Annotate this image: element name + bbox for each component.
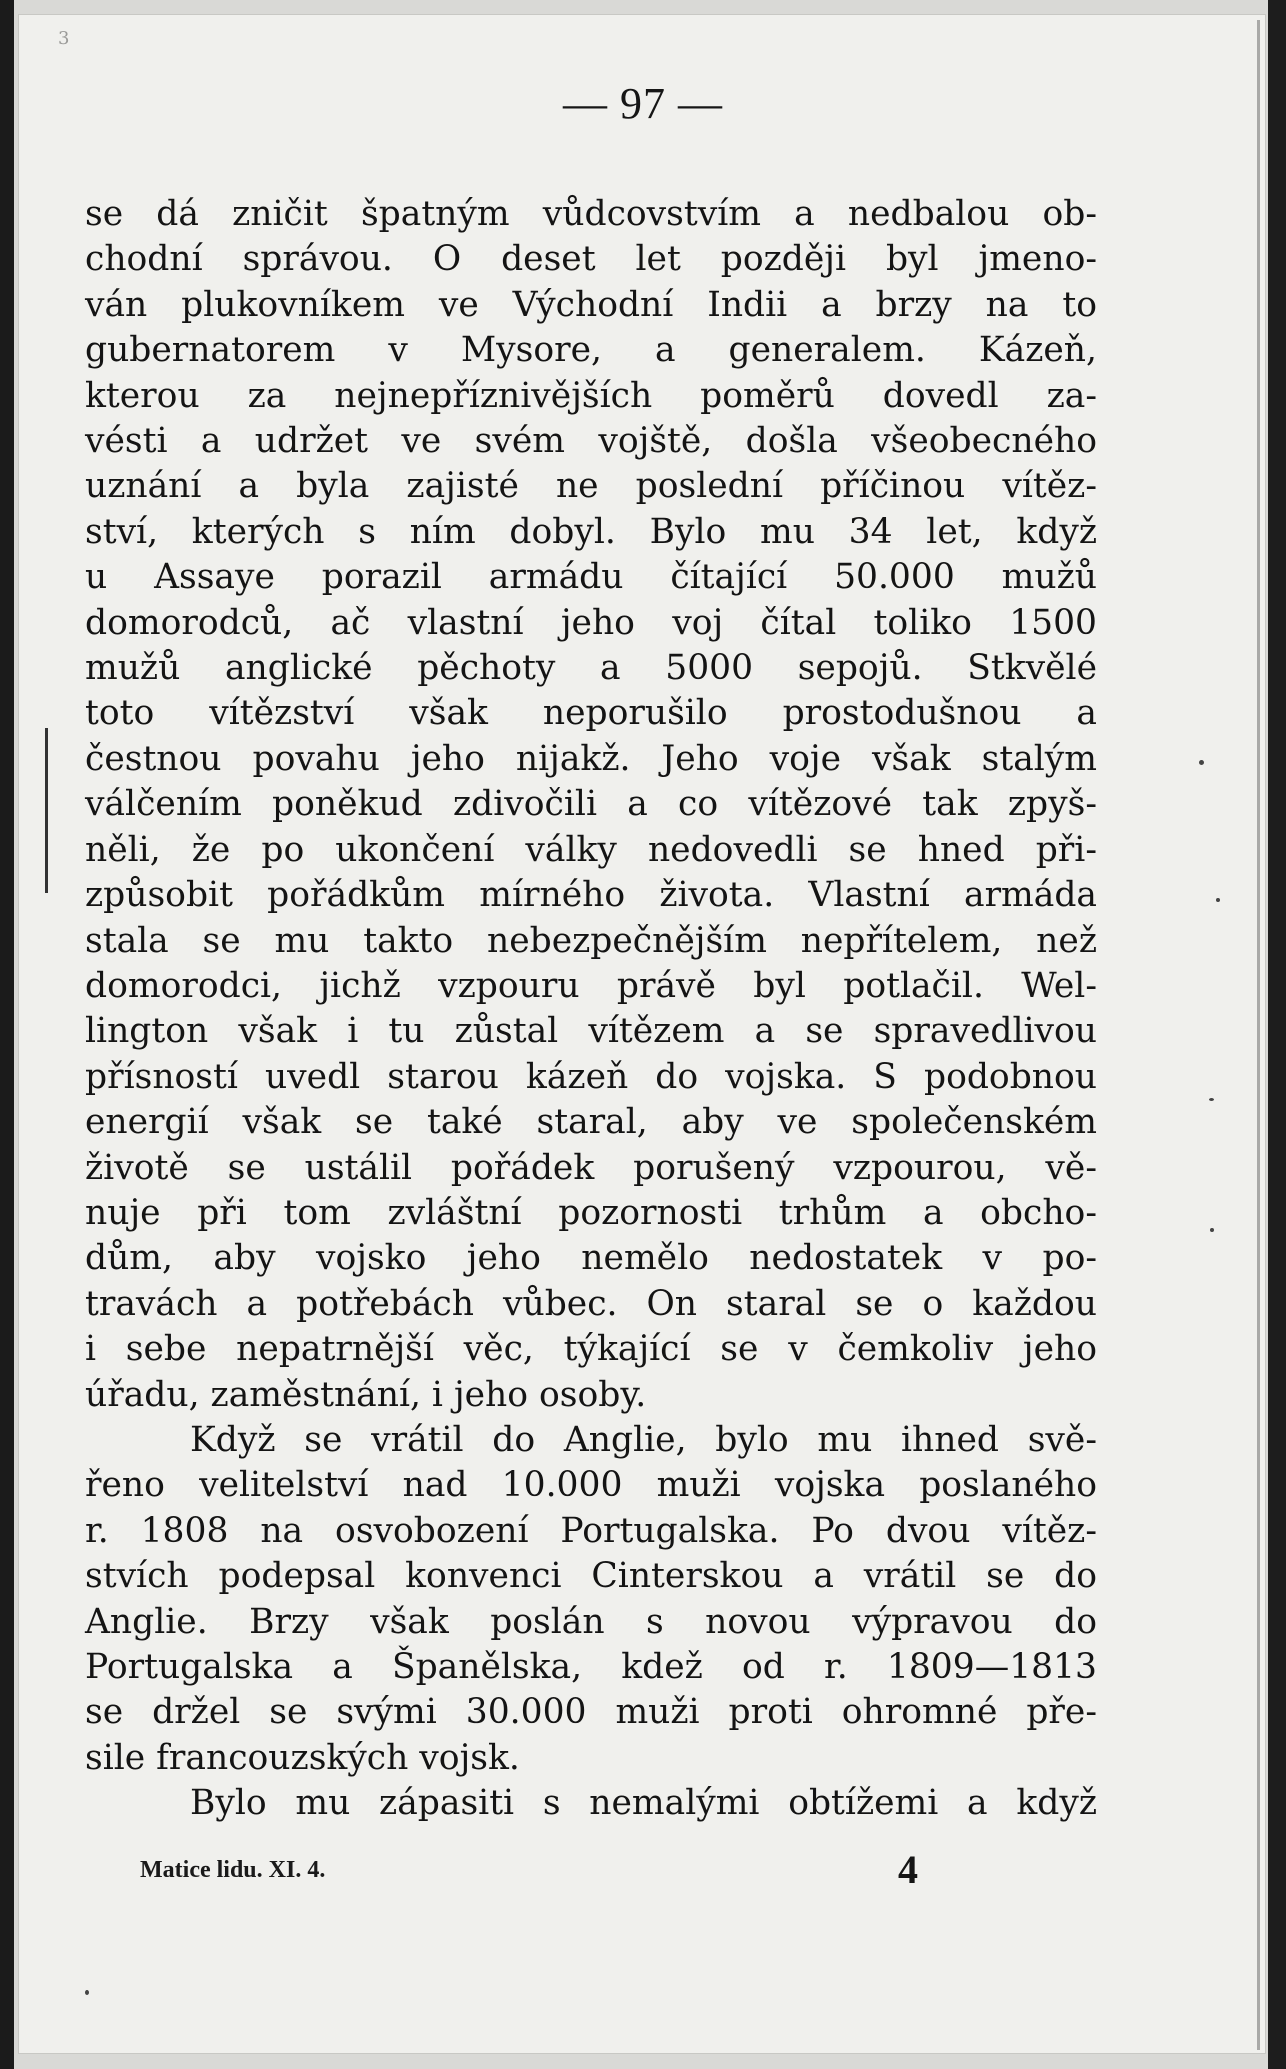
text-line: ván plukovníkem ve Východní Indii a brzy na to (85, 284, 1097, 325)
text-line-indented: Když se vrátil do Anglie, bylo mu ihned svě- (190, 1419, 1097, 1460)
page-number-header: — 97 — (563, 79, 723, 128)
text-line: i sebe nepatrnější věc, týkající se v čemkoliv jeho (85, 1329, 1097, 1370)
text-line: životě se ustálil pořádek porušený vzpourou, vě- (85, 1147, 1097, 1188)
text-line: úřadu, zaměstnání, i jeho osoby. (85, 1374, 647, 1415)
scan-left-edge (0, 0, 14, 2069)
margin-bar (45, 728, 48, 893)
text-line: stala se mu takto nebezpečnějším nepřítelem, než (85, 920, 1097, 961)
text-line: přísností uvedl starou kázeň do vojska. S podobnou (85, 1056, 1097, 1097)
scan-speck (1210, 1228, 1214, 1232)
text-line: způsobit pořádkům mírného života. Vlastní armáda (85, 875, 1097, 916)
text-line: čestnou povahu jeho nijakž. Jeho voje však stalým (85, 738, 1097, 779)
text-line: domorodci, jichž vzpouru právě byl potlačil. Wel- (85, 965, 1097, 1006)
body-text (85, 192, 1097, 1827)
scan-speck (1199, 760, 1204, 765)
text-line: chodní správou. O deset let později byl jmeno- (85, 239, 1097, 280)
text-line: řeno velitelství nad 10.000 muži vojska poslaného (85, 1465, 1097, 1506)
page-fold-shadow (1257, 20, 1260, 2050)
text-line: vésti a udržet ve svém vojště, došla všeobecného (85, 421, 1097, 462)
text-line: dům, aby vojsko jeho nemělo nedostatek v po- (85, 1238, 1097, 1279)
scan-right-edge (1268, 0, 1286, 2069)
scan-speck (85, 1990, 89, 1995)
text-line: u Assaye porazil armádu čítající 50.000 mužů (85, 557, 1097, 598)
text-line: gubernatorem v Mysore, a generalem. Kázeň, (85, 330, 1097, 371)
text-line: ství, kterých s ním dobyl. Bylo mu 34 let, když (85, 511, 1097, 552)
text-line: travách a potřebách vůbec. On staral se o každou (85, 1283, 1097, 1324)
text-line: domorodců, ač vlastní jeho voj čítal toliko 1500 (85, 602, 1097, 643)
text-line: Portugalska a Španělska, kdež od r. 1809—1813 (85, 1647, 1097, 1687)
corner-mark: 3 (58, 28, 70, 49)
text-line: stvích podepsal konvenci Cinterskou a vrátil se do (85, 1556, 1097, 1597)
text-line: uznání a byla zajisté ne poslední příčinou vítěz- (85, 466, 1097, 507)
signature-number: 4 (898, 1847, 918, 1892)
text-line: něli, že po ukončení války nedovedli se hned při- (85, 829, 1097, 870)
text-line: sile francouzských vojsk. (85, 1737, 520, 1778)
text-line: mužů anglické pěchoty a 5000 sepojů. Stkvělé (85, 648, 1097, 689)
text-line: válčením poněkud zdivočili a co vítězové tak zpyš- (85, 784, 1097, 825)
text-line: se dá zničit špatným vůdcovstvím a nedbalou ob- (85, 194, 1097, 234)
text-line: lington však i tu zůstal vítězem a se spravedlivou (85, 1011, 1097, 1052)
text-line: se držel se svými 30.000 muži proti ohromné pře- (85, 1692, 1097, 1733)
signature-mark: Matice lidu. XI. 4. (140, 1857, 326, 1883)
scan-speck (1209, 1098, 1214, 1101)
scan-speck (1216, 898, 1220, 902)
text-line: kterou za nejnepříznivějších poměrů dovedl za- (85, 375, 1097, 416)
text-line: energií však se také staral, aby ve společenském (85, 1102, 1097, 1143)
text-line: r. 1808 na osvobození Portugalska. Po dvou vítěz- (85, 1510, 1097, 1551)
text-line-indented: Bylo mu zápasiti s nemalými obtížemi a když (190, 1783, 1097, 1824)
text-line: toto vítězství však neporušilo prostodušnou a (85, 693, 1097, 734)
text-line: nuje při tom zvláštní pozornosti trhům a obcho- (85, 1192, 1097, 1233)
text-line: Anglie. Brzy však poslán s novou výpravou do (85, 1601, 1097, 1642)
